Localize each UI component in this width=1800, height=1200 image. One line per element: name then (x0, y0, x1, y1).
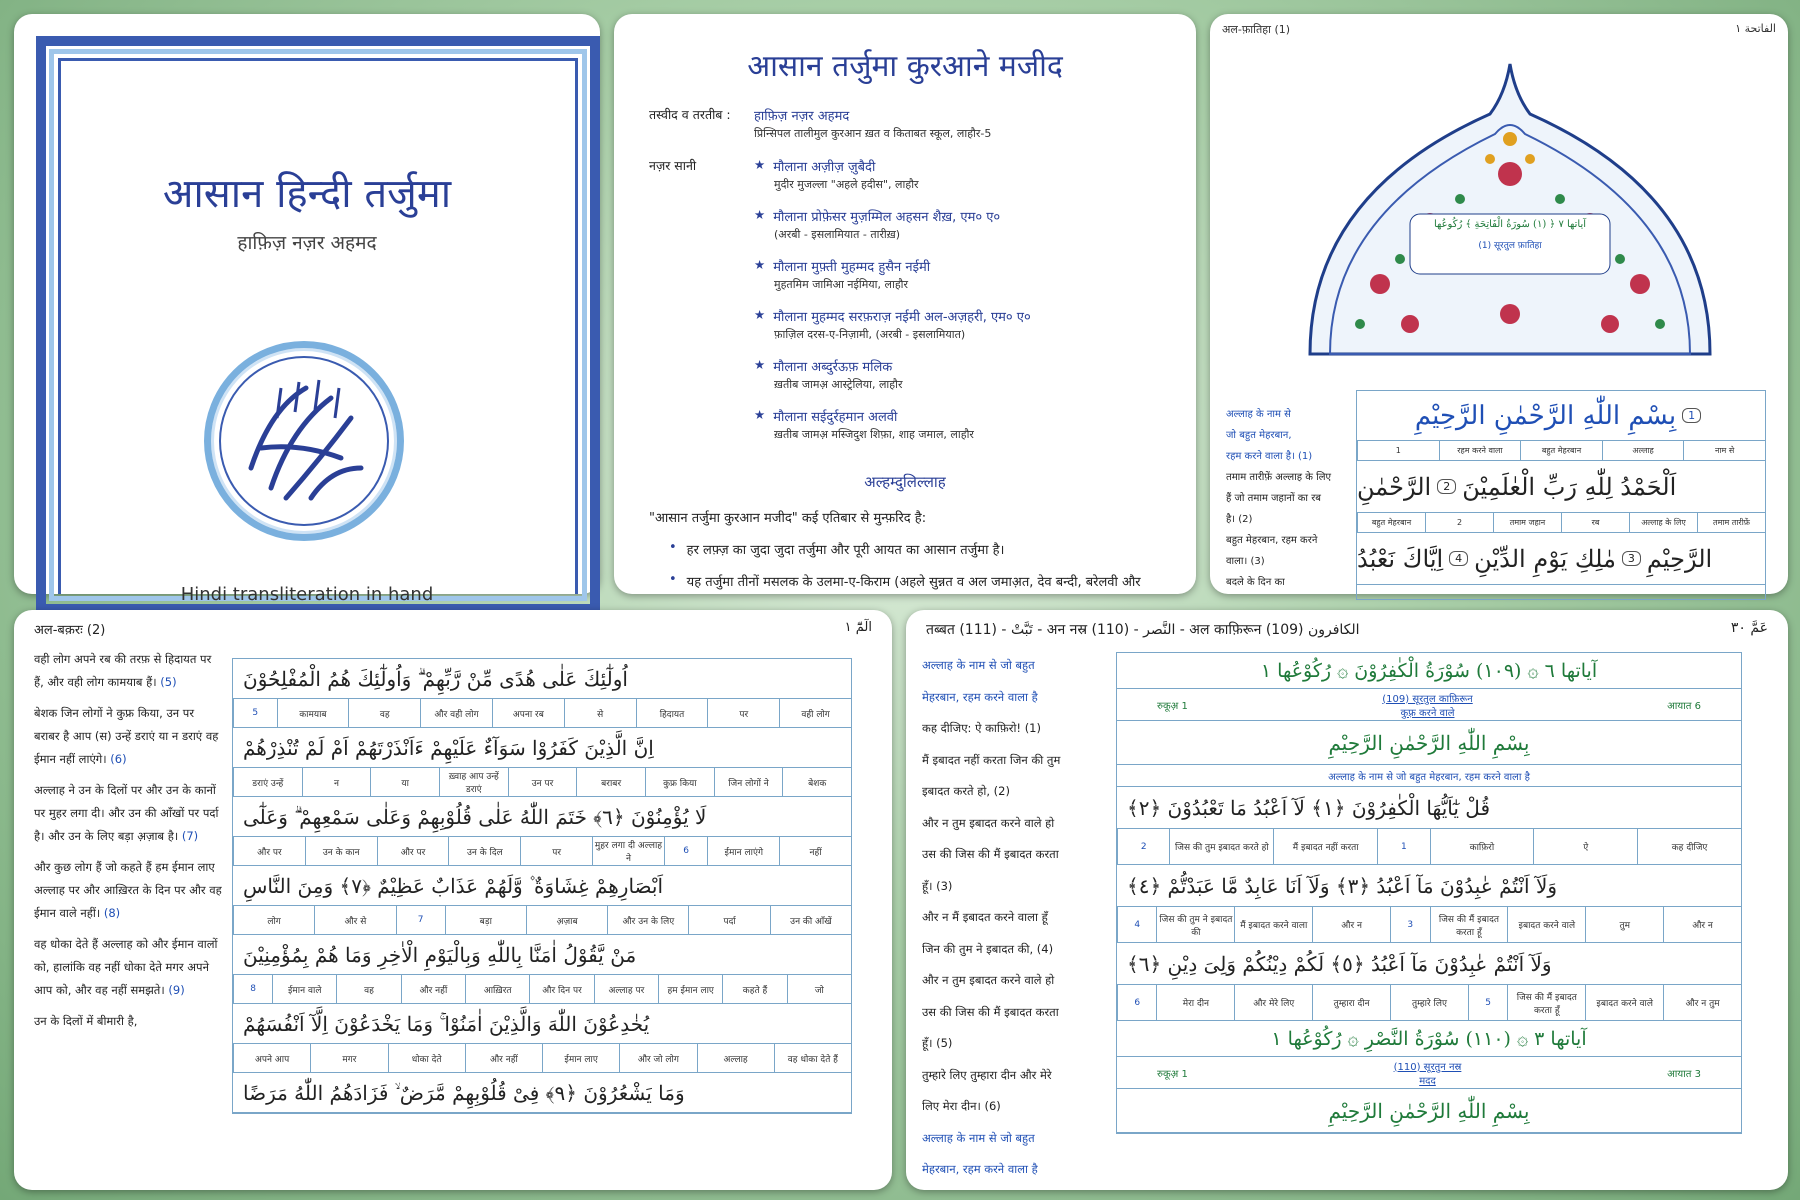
intro-text: "आसान तर्जुमा कुरआन मजीद" कई एतिबार से मुन्फ़रिद है: (649, 511, 927, 526)
gloss-cell: वही लोग (779, 699, 851, 727)
compiler-label: तस्वीद व तरतीब : (649, 107, 731, 122)
gloss-cell: 2 (1117, 829, 1169, 864)
gloss-cell: हम ईमान लाए (658, 975, 722, 1003)
gloss-cell: मगर (310, 1044, 387, 1072)
gloss-cell: अपना रब (492, 699, 564, 727)
bullet-icon: • (669, 540, 677, 555)
reviewer-entry (754, 207, 1176, 242)
ayah-text: اِيَّاكَ نَعْبُدُ (1357, 544, 1444, 573)
reviewer-line (754, 357, 1176, 375)
gloss-cell: रहम करने वाला (1439, 441, 1521, 460)
reviewer-sub: मुदीर मुजल्ला "अहले हदीस", लाहौर (774, 178, 919, 191)
gloss-cell: धोका देते (388, 1044, 465, 1072)
intro (649, 508, 1176, 590)
fatiha-translation (1226, 404, 1346, 593)
header-left: अल-बक़रः (2) (34, 623, 106, 638)
translation-paragraph (34, 648, 222, 694)
bismillah-text: بِسْمِ اللّٰهِ الرَّحْمٰنِ الرَّحِيْمِ (1414, 400, 1677, 431)
gloss-cell: अल्लाह पर (594, 975, 658, 1003)
ayah-text: وَلَآ اَنْتُمْ عٰبِدُوْنَ مَآ اَعْبُدُ ﴿٥﴾ لَكُمْ دِيْنُكُمْ وَلِىَ دِيْنِ ﴿٦﴾ (1127, 951, 1552, 976)
gloss-cell: हिदायत (636, 699, 708, 727)
fatiha-word-table (1356, 390, 1766, 600)
ayat-count: आयात 3 (1667, 1068, 1701, 1080)
ayah-line (233, 866, 851, 906)
bullet (669, 572, 1176, 590)
surah-name (1394, 1059, 1462, 1087)
star-icon: ★ (754, 207, 766, 222)
gloss-cell: इबादत करने वाले (1585, 985, 1663, 1020)
translation-line: उस की जिस की मैं इबादत करता (922, 847, 1059, 861)
gloss-cell: और उन के लिए (607, 906, 688, 934)
ayah-text: قُلْ يٰٓاَيُّهَا الْكٰفِرُوْنَ ﴿١﴾ لَآ اَعْبُدُ مَا تَعْبُدُوْنَ ﴿٢﴾ (1127, 795, 1491, 820)
quran-calligraphy-emblem (204, 341, 404, 541)
bismillah-line (1357, 391, 1765, 441)
ayah-number: 3 (1622, 551, 1641, 566)
gloss-cell: बहुत मेहरबान (1357, 513, 1425, 532)
reviewer-line (754, 157, 1176, 175)
reviewer-name: मौलाना अज़ीज़ ज़ुबैदी (773, 160, 876, 175)
translation-line: लिए मेरा दीन। (6) (922, 1099, 1001, 1113)
credits-page (614, 14, 1196, 594)
translation-text: वही लोग अपने रब की तरफ़ से हिदायत पर हैं, और वही लोग कामयाब हैं। (34, 652, 212, 689)
gloss-cell: जिस की तुम ने इबादत की (1156, 907, 1234, 942)
gloss-row (1117, 829, 1741, 865)
surah-name (1382, 691, 1472, 719)
ayah-text: اَبْصَارِهِمْ غِشَاوَةٌ ۫ وَّلَهُمْ عَذَابٌ عَظِيْمٌ ﴿٧﴾ وَمِنَ النَّاسِ (243, 873, 664, 898)
reviewer-sub: ख़तीब जामअ़ आस्ट्रेलिया, लाहौर (774, 378, 903, 391)
gloss-row (233, 1044, 851, 1073)
star-icon: ★ (754, 307, 766, 322)
gloss-cell: और पर (233, 837, 305, 865)
gloss-cell: पर (707, 699, 779, 727)
translation-line: उस की जिस की मैं इबादत करता (922, 1004, 1059, 1019)
translation-paragraph (34, 779, 222, 848)
gloss-cell: से (564, 699, 636, 727)
header-left: तब्बत (111) - تَبَّتْ - अन नस्र (110) - النَّصر - अल काफ़िरून (109) الكافرون (926, 622, 1360, 638)
fatiha-page (1210, 14, 1788, 594)
bismillah-translation: अल्लाह के नाम से जो बहुत मेहरबान, रहम करने वाला है (1117, 765, 1741, 787)
ayah-number: 4 (1449, 551, 1468, 566)
ayah-line (1357, 461, 1765, 513)
translation-line: कह दीजिए: ऐ काफ़िरो! (1) (922, 721, 1041, 735)
gloss-cell: वह धोका देते हैं (774, 1044, 851, 1072)
translation-line: और न तुम इबादत करने वाले हो (922, 973, 1055, 987)
gloss-cell: 5 (1468, 985, 1507, 1020)
gloss-cell: जो (787, 975, 851, 1003)
gloss-row (1117, 907, 1741, 943)
gloss-cell: नहीं (779, 837, 851, 865)
gloss-cell: कुफ्र किया (645, 768, 714, 796)
gloss-row (1357, 513, 1765, 533)
kafirun-translation (922, 650, 1102, 1186)
bullet-icon: • (669, 572, 677, 587)
gloss-cell: मुहर लगा दी अल्लाह ने (592, 837, 664, 865)
ornamental-dome-icon (1290, 54, 1730, 374)
gloss-cell: और नहीं (465, 1044, 542, 1072)
gloss-cell: बराबर (576, 768, 645, 796)
translation-text: बेशक जिन लोगों ने कुफ्र किया, उन पर बराबर है आप (स) उन्हें डराएं या न डराएं वह ईमान नहीं लाएंगे। (34, 706, 219, 766)
page-header (1222, 22, 1776, 37)
gloss-cell: तमाम तारीफ़ें (1697, 513, 1765, 532)
ayah-text: اِنَّ الَّذِيْنَ كَفَرُوْا سَوَآءٌ عَلَيْهِمْ ءَاَنْذَرْتَهُمْ اَمْ لَمْ تُنْذِرْهُمْ (243, 735, 654, 760)
gloss-cell: अल्लाह के लिए (1629, 513, 1697, 532)
ayah-number: 1 (1682, 408, 1701, 423)
reviewer-line (754, 407, 1176, 425)
gloss-cell: ख़्वाह आप उन्हें डराएं (439, 768, 508, 796)
gloss-cell: और वही लोग (420, 699, 492, 727)
gloss-cell: जिस की तुम इबादत करते हो (1169, 829, 1273, 864)
gloss-cell: जिस की मैं इबादत करता हूँ (1430, 907, 1508, 942)
reviewer-entry (754, 357, 1176, 392)
gloss-cell: कहते हैं (722, 975, 786, 1003)
gloss-cell: तुम्हारे लिए (1390, 985, 1468, 1020)
ayah-text: الرَّحْمٰنِ (1357, 472, 1432, 501)
ayah-line (1117, 943, 1741, 985)
reviewer-name: मौलाना मुहम्मद सरफ़राज़ नईमी अल-अज़हरी, एम० ए० (773, 310, 1031, 325)
gloss-cell: पर (520, 837, 592, 865)
gloss-cell: 1 (1357, 441, 1439, 460)
gloss-cell: उन के दिल (448, 837, 520, 865)
reviewer-line (754, 307, 1176, 325)
gloss-cell: ईमान लाएंगे (707, 837, 779, 865)
alhamdulillah: अल्हम्दुलिल्लाह (864, 473, 946, 491)
gloss-cell: आख़िरत (465, 975, 529, 1003)
compiler-row (649, 106, 1176, 141)
ayah-line (1117, 787, 1741, 829)
gloss-cell: अ़ज़ाब (526, 906, 607, 934)
baqarah-page (14, 610, 892, 1190)
surah-info (1117, 1057, 1741, 1089)
dome-surah-title: آياتها ٧ ﴿ (١) سُورَةُ الْفَاتِحَةِ ﴾ رُكُوعُها (1433, 219, 1587, 230)
verse-number: (9) (168, 983, 185, 997)
gloss-cell: अल्लाह (1602, 441, 1684, 460)
ayah-text: يُخٰدِعُوْنَ اللّٰهَ وَالَّذِيْنَ اٰمَنُوْا ۚ وَمَا يَخْدَعُوْنَ اِلَّآ اَنْفُسَهُمْ (243, 1011, 650, 1036)
cover-title: आसान हिन्दी तर्जुमा (162, 171, 452, 217)
ayah-line (233, 659, 851, 699)
gloss-cell: बड़ा (445, 906, 526, 934)
translation-line: अल्लाह के नाम से जो बहुत (922, 1130, 1035, 1145)
gloss-row (233, 975, 851, 1004)
kafirun-page (906, 610, 1788, 1190)
ayah-text: وَلَآ اَنْتُمْ عٰبِدُوْنَ مَآ اَعْبُدُ ﴿٣﴾ وَلَآ اَنَا عَابِدٌ مَّا عَبَدْتُّمْ ﴿٤﴾ (1127, 873, 1558, 898)
star-icon: ★ (754, 357, 766, 372)
gloss-cell: डराएं उन्हें (233, 768, 302, 796)
dome-surah-sub: (1) सूरतुल फ़ातिहा (1478, 241, 1542, 251)
credits-list (649, 106, 1176, 463)
ayah-line (233, 935, 851, 975)
translation-line: मेहरबान, रहम करने वाला है (922, 689, 1038, 704)
header-left: अल-फ़ातिहा (1) (1222, 23, 1291, 36)
ayah-line (233, 1004, 851, 1044)
translation-line: इबादत करते हो, (2) (922, 784, 1010, 798)
gloss-cell: 4 (1117, 907, 1156, 942)
gloss-cell: और से (314, 906, 395, 934)
gloss-cell: 6 (1117, 985, 1156, 1020)
translation-line: मेहरबान, रहम करने वाला है (922, 1162, 1038, 1176)
translation-line: है। (2) (1226, 514, 1253, 525)
translation-line: तुम्हारे लिए तुम्हारा दीन और मेरे (922, 1067, 1052, 1082)
reviewer-line (754, 207, 1176, 225)
translation-line: मैं इबादत नहीं करता जिन की तुम (922, 752, 1061, 767)
gloss-cell: जिन लोगों ने (714, 768, 783, 796)
gloss-cell: 5 (233, 699, 276, 727)
header-right: الٓمّٓ ١ (844, 620, 872, 635)
kafirun-word-table (1116, 652, 1742, 1134)
translation-paragraph (34, 933, 222, 1002)
translation-paragraph (34, 702, 222, 771)
surah-meaning: कुफ़्र करने वाले (1400, 707, 1455, 719)
review-label: नज़र सानी (649, 158, 697, 173)
header-right: عَمَّ ٣٠ (1730, 620, 1768, 636)
ayah-line (233, 728, 851, 768)
gloss-cell: लोग (233, 906, 314, 934)
translation-line: हूँ। (5) (922, 1036, 953, 1050)
reviewer-entry (754, 157, 1176, 192)
gloss-cell: बेशक (782, 768, 851, 796)
gloss-cell: और न (1663, 907, 1741, 942)
gloss-row (1357, 441, 1765, 461)
gloss-cell: पर्दा (688, 906, 769, 934)
reviewer-name: मौलाना प्रोफ़ेसर मुज़म्मिल अहसन शैख़, एम० ए० (773, 210, 1001, 225)
gloss-row (233, 906, 851, 935)
ayah-text: مَنْ يَّقُوْلُ اٰمَنَّا بِاللّٰهِ وَبِالْيَوْمِ الْاٰخِرِ وَمَا هُمْ بِمُؤْمِنِيْنَ (243, 942, 637, 967)
reviewer-entry (754, 307, 1176, 342)
gloss-cell: काफ़िरो (1430, 829, 1534, 864)
cover-footer: Hindi transliteration in hand (180, 584, 434, 605)
star-icon: ★ (754, 257, 766, 272)
ayah-text: مٰلِكِ يَوْمِ الدِّيْنِ (1474, 544, 1616, 573)
ayah-text: اُولٰٓئِكَ عَلٰى هُدًى مِّنْ رَّبِّهِمْ ۗ وَاُولٰٓئِكَ هُمُ الْمُفْلِحُوْنَ (243, 666, 628, 691)
gloss-cell: उन पर (508, 768, 577, 796)
surah-name-text: (110) सूरतुन नस्र (1393, 1061, 1462, 1073)
reviewer-sub: फ़ाज़िल दरस-ए-निज़ामी, (अरबी - इसलामियात) (774, 328, 966, 341)
reviewers-list (754, 157, 1176, 457)
gloss-cell: कामयाब (277, 699, 349, 727)
surah-title: آياتها ٦ ۞ (١٠٩) سُوْرَةُ الْكٰفِرُوْنَ ۞ رُكُوْعُها ١ (1117, 653, 1741, 689)
cover-page (14, 14, 600, 605)
gloss-cell: जिस की मैं इबादत करता हूँ (1507, 985, 1585, 1020)
gloss-cell: वह (348, 699, 420, 727)
translation-line: और न मैं इबादत करने वाला हूँ (922, 910, 1048, 924)
gloss-cell: तुम्हारा दीन (1312, 985, 1390, 1020)
baqarah-word-table (232, 658, 852, 1114)
gloss-cell: और न तुम (1663, 985, 1741, 1020)
translation-line: जिन की तुम ने इबादत की, (4) (922, 941, 1054, 956)
gloss-row (1117, 985, 1741, 1021)
gloss-cell: 8 (233, 975, 272, 1003)
ayah-line (1117, 865, 1741, 907)
gloss-cell: उन के कान (305, 837, 377, 865)
translation-line: और न तुम इबादत करने वाले हो (922, 815, 1055, 830)
translation-line: बदले के दिन का (1226, 577, 1285, 588)
translation-line: अल्लाह के नाम से जो बहुत (922, 658, 1035, 672)
gloss-cell: ईमान वाले (272, 975, 336, 1003)
gloss-cell: और नहीं (401, 975, 465, 1003)
translation-line: रहम करने वाला है। (1) (1226, 451, 1313, 462)
gloss-row (233, 699, 851, 728)
gloss-row (233, 768, 851, 797)
compiler-sub: प्रिन्सिपल तालीमुल कुरआन ख़त व किताबत स्कूल, लाहौर-5 (754, 127, 992, 140)
translation-line: वाला। (3) (1226, 556, 1265, 567)
page-header (34, 620, 872, 638)
translation-text: उन के दिलों में बीमारी है, (34, 1014, 138, 1028)
gloss-cell: अपने आप (233, 1044, 310, 1072)
gloss-cell: 1 (1377, 829, 1429, 864)
bullet (669, 540, 1176, 558)
bismillah-line: بِسْمِ اللّٰهِ الرَّحْمٰنِ الرَّحِيْمِ (1117, 1089, 1741, 1133)
gloss-cell: और जो लोग (619, 1044, 696, 1072)
gloss-cell: रब (1561, 513, 1629, 532)
bullet-text: यह तर्जुमा तीनों मसलक के उलमा-ए-किराम (अहले सुन्नत व अल जमाअ़त, देव बन्दी, बरेलवी और (686, 575, 1141, 590)
gloss-cell: 3 (1390, 907, 1429, 942)
gloss-cell: ऐ (1533, 829, 1637, 864)
credits-heading: आसान तर्जुमा कुरआने मजीद (747, 49, 1063, 84)
gloss-cell: अल्लाह (697, 1044, 774, 1072)
verse-number: (5) (160, 675, 177, 689)
star-icon: ★ (754, 157, 766, 172)
ayah-number: 2 (1437, 479, 1456, 494)
bullet-text: हर लफ़्ज़ का जुदा जुदा तर्जुमा और पूरी आयत का आसान तर्जुमा है। (686, 543, 1005, 558)
surah-name-text: (109) सूरतुल काफ़िरून (1382, 693, 1473, 705)
surah-title: آياتها ٣ ۞ (١١٠) سُوْرَةُ النَّصْرِ ۞ رُكُوْعُها ١ (1117, 1021, 1741, 1057)
translation-text: अल्लाह ने उन के दिलों पर और उन के कानों पर मुहर लगा दी। और उन की आँखों पर पर्दा है। और उन के लिए बड़ा अ़ज़ाब है। (34, 783, 219, 843)
gloss-cell: उन की आँखें (770, 906, 851, 934)
compiler-name: हाफ़िज़ नज़र अहमद (754, 109, 850, 124)
verse-number: (6) (110, 752, 127, 766)
gloss-cell: मैं इबादत करने वाला (1234, 907, 1312, 942)
gloss-cell: 7 (396, 906, 445, 934)
reviewer-sub: मुहतमिम जामिआ नईमिया, लाहौर (774, 278, 909, 291)
translation-line: जो बहुत मेहरबान, (1226, 430, 1292, 441)
reviewer-line (754, 257, 1176, 275)
reviewer-sub: (अरबी - इसलामियात - तारीख़) (774, 228, 901, 241)
gloss-cell: कह दीजिए (1637, 829, 1741, 864)
verse-number: (7) (181, 829, 199, 843)
gloss-cell: ईमान लाए (542, 1044, 619, 1072)
gloss-cell: और पर (377, 837, 449, 865)
ruku-count: रुकूअ़ 1 (1157, 700, 1188, 712)
gloss-cell: और न (1312, 907, 1390, 942)
translation-paragraph (34, 856, 222, 925)
ayah-text: وَمَا يَشْعُرُوْنَ ﴿٩﴾ فِىْ قُلُوْبِهِمْ مَّرَضٌ ۙ فَزَادَهُمُ اللّٰهُ مَرَضًا (243, 1080, 685, 1105)
header-right: الفاتحة ١ (1735, 22, 1776, 35)
ayah-line (1357, 533, 1765, 585)
verse-number: (8) (103, 906, 121, 920)
translation-line: हैं जो तमाम जहानों का रब (1226, 493, 1321, 504)
translation-line: तमाम तारीफ़ें अल्लाह के लिए (1226, 472, 1332, 483)
gloss-cell: और मेरे लिए (1234, 985, 1312, 1020)
reviewer-name: मौलाना मुफ़्ती मुहम्मद हुसैन नईमी (773, 260, 931, 275)
translation-line: अल्लाह के नाम से (1226, 409, 1291, 420)
gloss-cell: बहुत मेहरबान (1520, 441, 1602, 460)
star-icon: ★ (754, 407, 766, 422)
gloss-row (233, 837, 851, 866)
cover-author: हाफ़िज़ नज़र अहमद (237, 232, 377, 254)
gloss-cell: न (302, 768, 371, 796)
gloss-cell: 2 (1425, 513, 1493, 532)
gloss-cell: वह (336, 975, 400, 1003)
gloss-cell: तुम (1585, 907, 1663, 942)
ayah-text: لَا يُؤْمِنُوْنَ ﴿٦﴾ خَتَمَ اللّٰهُ عَلٰى قُلُوْبِهِمْ وَعَلٰى سَمْعِهِمْ ۗ وَعَلٰٓى (243, 804, 707, 829)
translation-text: और कुछ लोग हैं जो कहते हैं हम ईमान लाए अल्लाह पर और आख़िरत के दिन पर और वह ईमान वाले नहीं। (34, 860, 222, 920)
gloss-cell: या (370, 768, 439, 796)
ayah-line (233, 797, 851, 837)
reviewer-entry (754, 257, 1176, 292)
reviewer-name: मौलाना सईदुर्रहमान अलवी (773, 410, 898, 425)
ayah-text: الرَّحِيْمِ (1646, 544, 1713, 573)
gloss-cell: 6 (664, 837, 707, 865)
gloss-cell: इबादत करने वाले (1507, 907, 1585, 942)
reviewer-sub: ख़तीब जामअ़ मस्जिदुश शिफ़ा, शाह जमाल, लाहौर (774, 428, 974, 441)
surah-info (1117, 689, 1741, 721)
baqarah-translation (34, 648, 222, 1041)
surah-meaning: मदद (1419, 1075, 1436, 1087)
ruku-count: रुकूअ़ 1 (1157, 1068, 1188, 1080)
gloss-cell: और दिन पर (529, 975, 593, 1003)
ayah-line (233, 1073, 851, 1113)
translation-line: बहुत मेहरबान, रहम करने (1226, 535, 1318, 546)
ayah-rows (1117, 787, 1741, 1021)
ayat-count: आयात 6 (1667, 700, 1701, 712)
gloss-cell: नाम से (1683, 441, 1765, 460)
review-row (649, 157, 1176, 457)
translation-line: हूँ। (3) (922, 878, 953, 893)
reviewer-entry (754, 407, 1176, 442)
translation-paragraph (34, 1010, 222, 1033)
gloss-cell: मेरा दीन (1156, 985, 1234, 1020)
gloss-cell: मैं इबादत नहीं करता (1273, 829, 1377, 864)
ayah-text: اَلْحَمْدُ لِلّٰهِ رَبِّ الْعٰلَمِيْنَ (1462, 472, 1677, 501)
bismillah-line: بِسْمِ اللّٰهِ الرَّحْمٰنِ الرَّحِيْمِ (1117, 721, 1741, 765)
translation-text: वह धोका देते हैं अल्लाह को और ईमान वालों को, हालांकि वह नहीं धोका देते मगर अपने आप को, और वह नहीं समझते। (34, 937, 218, 997)
page-header (926, 620, 1768, 639)
gloss-cell: तमाम जहान (1493, 513, 1561, 532)
reviewer-name: मौलाना अब्दुर्रऊफ़ मलिक (773, 360, 893, 375)
